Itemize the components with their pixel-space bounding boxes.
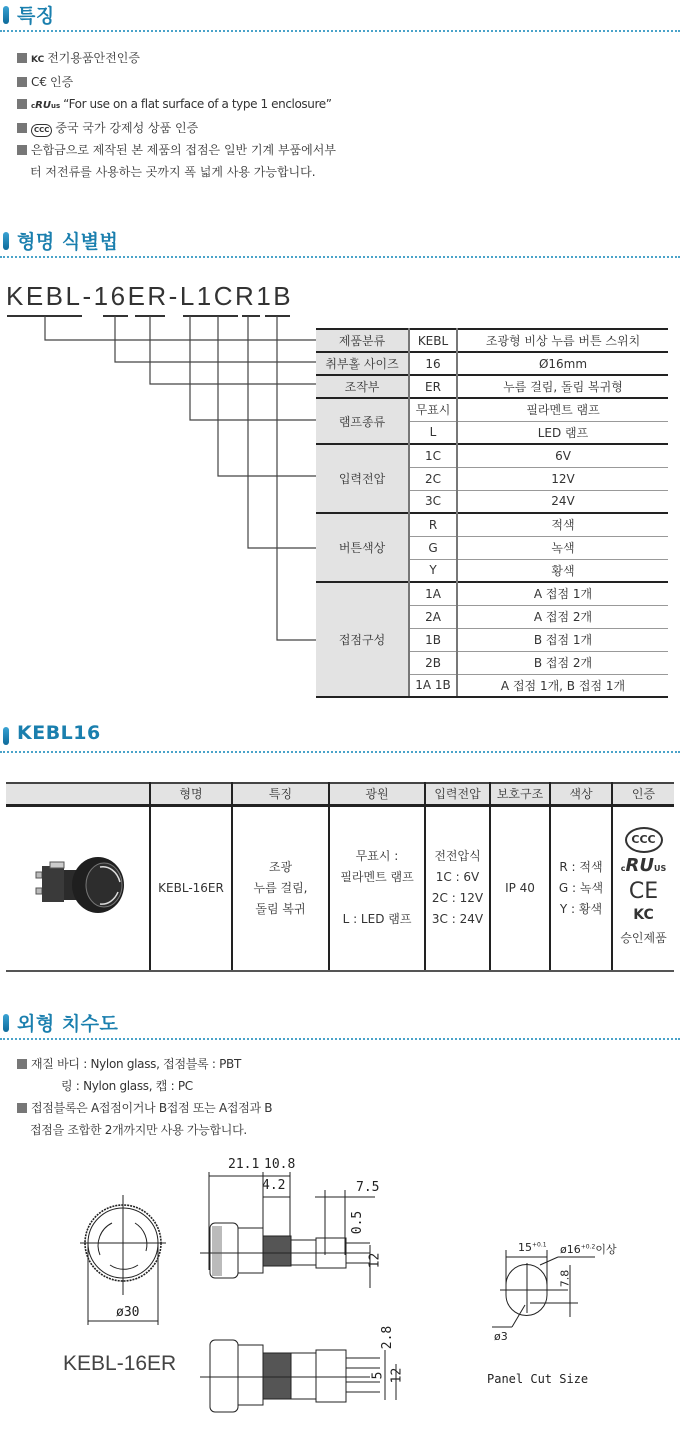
- cert-cell: CCC cRUUS CE KC 승인제품: [612, 805, 674, 971]
- note-item-continued: 링 : Nylon glass, 캡 : PC: [61, 1079, 193, 1093]
- dim-7-5: 7.5: [356, 1180, 380, 1195]
- feature-item: CCC 중국 국가 강제성 상품 인증: [17, 117, 336, 139]
- table-row: 제품분류 KEBL 조광형 비상 누름 버튼 스위치: [316, 329, 668, 352]
- table-row: 취부홀 사이즈 16 Ø16mm: [316, 352, 668, 375]
- dotted-divider: [0, 256, 680, 258]
- drawing-model-label: KEBL-16ER: [63, 1352, 177, 1375]
- section-title: KEBL16: [17, 722, 101, 744]
- bullet-square-icon: [17, 1103, 27, 1113]
- table-row: KEBL-16ER 조광 누름 걸림, 돌림 복귀 무표시 : 필라멘트 램프 L : LED 램프 전전압식 1C : 6V 2C : 12V 3C : 24V IP 40 R : 적색 G : 녹색 Y : 황색 CCC cRUUS CE KC 승인제품: [6, 805, 674, 971]
- dimension-notes: [17, 1053, 272, 1141]
- ce-mark-icon: CE: [628, 879, 659, 905]
- table-row: 입력전압 1C 6V: [316, 444, 668, 467]
- model-code: KEBL-16ER-L1CR1B: [6, 281, 294, 311]
- note-item-continued: 접점을 조합한 2개까지만 사용 가능합니다.: [30, 1123, 247, 1137]
- section-title: 외형 치수도: [17, 1013, 119, 1035]
- kc-mark-icon: KC: [633, 907, 654, 924]
- table-row: G 녹색: [316, 536, 668, 559]
- feature-item: KC 전기용품안전인증: [17, 47, 336, 71]
- voltage-cell: 전전압식 1C : 6V 2C : 12V 3C : 24V: [425, 805, 490, 971]
- kc-mark-icon: KC: [31, 55, 45, 65]
- panel-cut-size-label: Panel Cut Size: [487, 1372, 589, 1386]
- feature-item: C€ 인증: [17, 71, 336, 93]
- table-row: 3C 24V: [316, 490, 668, 513]
- section-title: 형명 식별법: [17, 231, 119, 253]
- ccc-mark-icon: CCC: [31, 124, 52, 137]
- bullet-square-icon: [17, 1059, 27, 1069]
- bullet-square-icon: [17, 77, 27, 87]
- light-cell: 무표시 : 필라멘트 램프 L : LED 램프: [329, 805, 425, 971]
- push-button-photo-icon: [28, 850, 128, 920]
- section-header-model-id: [0, 226, 680, 266]
- dotted-divider: [0, 30, 680, 32]
- dim-12-bottom: 12: [389, 1367, 405, 1384]
- section-bar-icon: [3, 727, 9, 745]
- feature-item: 은합금으로 제작된 본 제품의 접점은 일반 기계 부품에서부: [17, 139, 336, 161]
- model-code-connector-lines: [0, 310, 320, 650]
- product-table: [6, 782, 674, 972]
- product-photo: [6, 805, 150, 971]
- table-row: 버튼색상 R 적색: [316, 513, 668, 536]
- dim-2-8: 2.8: [380, 1325, 396, 1350]
- section-header-product: [0, 721, 680, 761]
- panel-cut-drawing: [490, 1245, 620, 1335]
- note-item: 접점블록은 A접점이거나 B접점 또는 A접점과 B: [17, 1097, 272, 1119]
- table-row: Y 황색: [316, 559, 668, 582]
- section-title: 특징: [17, 5, 55, 27]
- table-row: L LED 램프: [316, 421, 668, 444]
- section-bar-icon: [3, 6, 9, 24]
- feature-item-continued: 터 저전류를 사용하는 곳까지 폭 넓게 사용 가능합니다.: [30, 165, 316, 179]
- table-row: 2C 12V: [316, 467, 668, 490]
- table-header-row: 형명 특징 광원 입력전압 보호구조 색상 인증: [6, 783, 674, 805]
- ul-mark-icon: cRUus: [31, 100, 61, 111]
- table-row: 2B B 접점 2개: [316, 651, 668, 674]
- table-row: 램프종류 무표시 필라멘트 램프: [316, 398, 668, 421]
- bottom-view-drawing: [200, 1320, 410, 1420]
- section-bar-icon: [3, 232, 9, 250]
- panel-radius-label: ø3: [494, 1330, 508, 1343]
- bullet-square-icon: [17, 99, 27, 109]
- table-row: 2A A 접점 2개: [316, 605, 668, 628]
- ce-mark-icon: C€: [31, 75, 48, 89]
- panel-height-label: 7.8: [558, 1269, 572, 1288]
- section-header-features: [0, 0, 680, 40]
- dim-10-8: 10.8: [264, 1157, 296, 1172]
- dim-0-5: 0.5: [350, 1210, 366, 1235]
- panel-width-label: $15^{+0.1}$: [518, 1241, 547, 1254]
- features-list: [17, 47, 336, 183]
- features-cell: 조광 누름 걸림, 돌림 복귀: [232, 805, 329, 971]
- bullet-square-icon: [17, 123, 27, 133]
- table-row: 1A 1B A 접점 1개, B 접점 1개: [316, 674, 668, 697]
- note-item: 재질 바디 : Nylon glass, 접점블록 : PBT: [17, 1053, 272, 1075]
- feature-item: cRUus “For use on a flat surface of a type 1 enclosure”: [17, 93, 336, 117]
- front-diameter-label: ø30: [116, 1305, 140, 1320]
- panel-dia-label: $ø16^{+0.2}$이상: [560, 1243, 617, 1256]
- dotted-divider: [0, 751, 680, 753]
- bullet-square-icon: [17, 145, 27, 155]
- section-bar-icon: [3, 1014, 9, 1032]
- ccc-mark-icon: CCC: [625, 827, 663, 853]
- table-row: 접점구성 1A A 접점 1개: [316, 582, 668, 605]
- ul-mark-icon: cRUUS: [620, 855, 667, 877]
- table-row: 1B B 접점 1개: [316, 628, 668, 651]
- model-id-table: [316, 328, 668, 698]
- dim-12-top: 12: [367, 1252, 383, 1269]
- section-header-dimensions: [0, 1008, 680, 1048]
- dim-5: 5: [370, 1371, 386, 1380]
- table-row: 조작부 ER 누름 걸림, 돌림 복귀형: [316, 375, 668, 398]
- dim-21-1: 21.1: [228, 1157, 260, 1172]
- dim-4-2: 4.2: [262, 1178, 286, 1193]
- bullet-square-icon: [17, 53, 27, 63]
- colors-cell: R : 적색 G : 녹색 Y : 황색: [550, 805, 612, 971]
- dotted-divider: [0, 1038, 680, 1040]
